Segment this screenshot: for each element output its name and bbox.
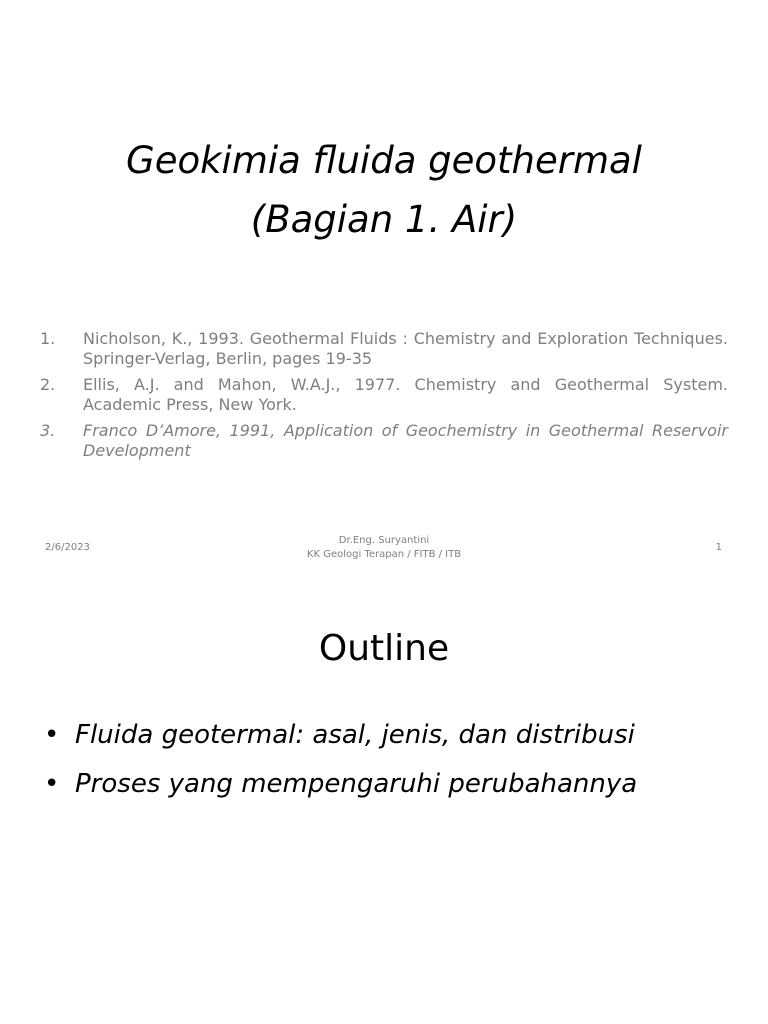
bullet-text: Proses yang mempengaruhi perubahannya [75,769,638,799]
bullet-icon: • [44,720,60,750]
reference-number: 2. [40,375,56,394]
reference-item [40,421,728,461]
footer-author-name: Dr.Eng. Suryantini [338,535,430,546]
bullet-item [44,766,637,802]
reference-text: Franco D’Amore, 1991, Application of Geochemistry in Geothermal Reservoir Development [83,421,728,460]
bullet-icon: • [44,769,60,799]
slide-title-line-2: (Bagian 1. Air) [250,198,518,241]
reference-text: Nicholson, K., 1993. Geothermal Fluids : Chemistry and Exploration Techniques. Springer-Verlag, Berlin, pages 19-35 [83,329,728,368]
reference-number: 3. [40,421,56,440]
footer-author-affiliation: KK Geologi Terapan / FITB / ITB [306,549,462,560]
reference-item [40,329,728,369]
bullet-item [44,717,635,753]
bullet-text: Fluida geotermal: asal, jenis, dan distribusi [75,720,635,750]
slide-2 [0,576,768,1024]
reference-text: Ellis, A.J. and Mahon, W.A.J., 1977. Chemistry and Geothermal System. Academic Press, New York. [83,375,728,414]
reference-number: 1. [40,329,56,348]
slide-title: Outline [318,628,450,669]
slide-title-line-1: Geokimia fluida geothermal [126,139,642,182]
footer-page-number: 1 [715,542,722,553]
reference-item [40,375,728,415]
footer-author [234,534,534,562]
footer-date: 2/6/2023 [45,542,90,553]
